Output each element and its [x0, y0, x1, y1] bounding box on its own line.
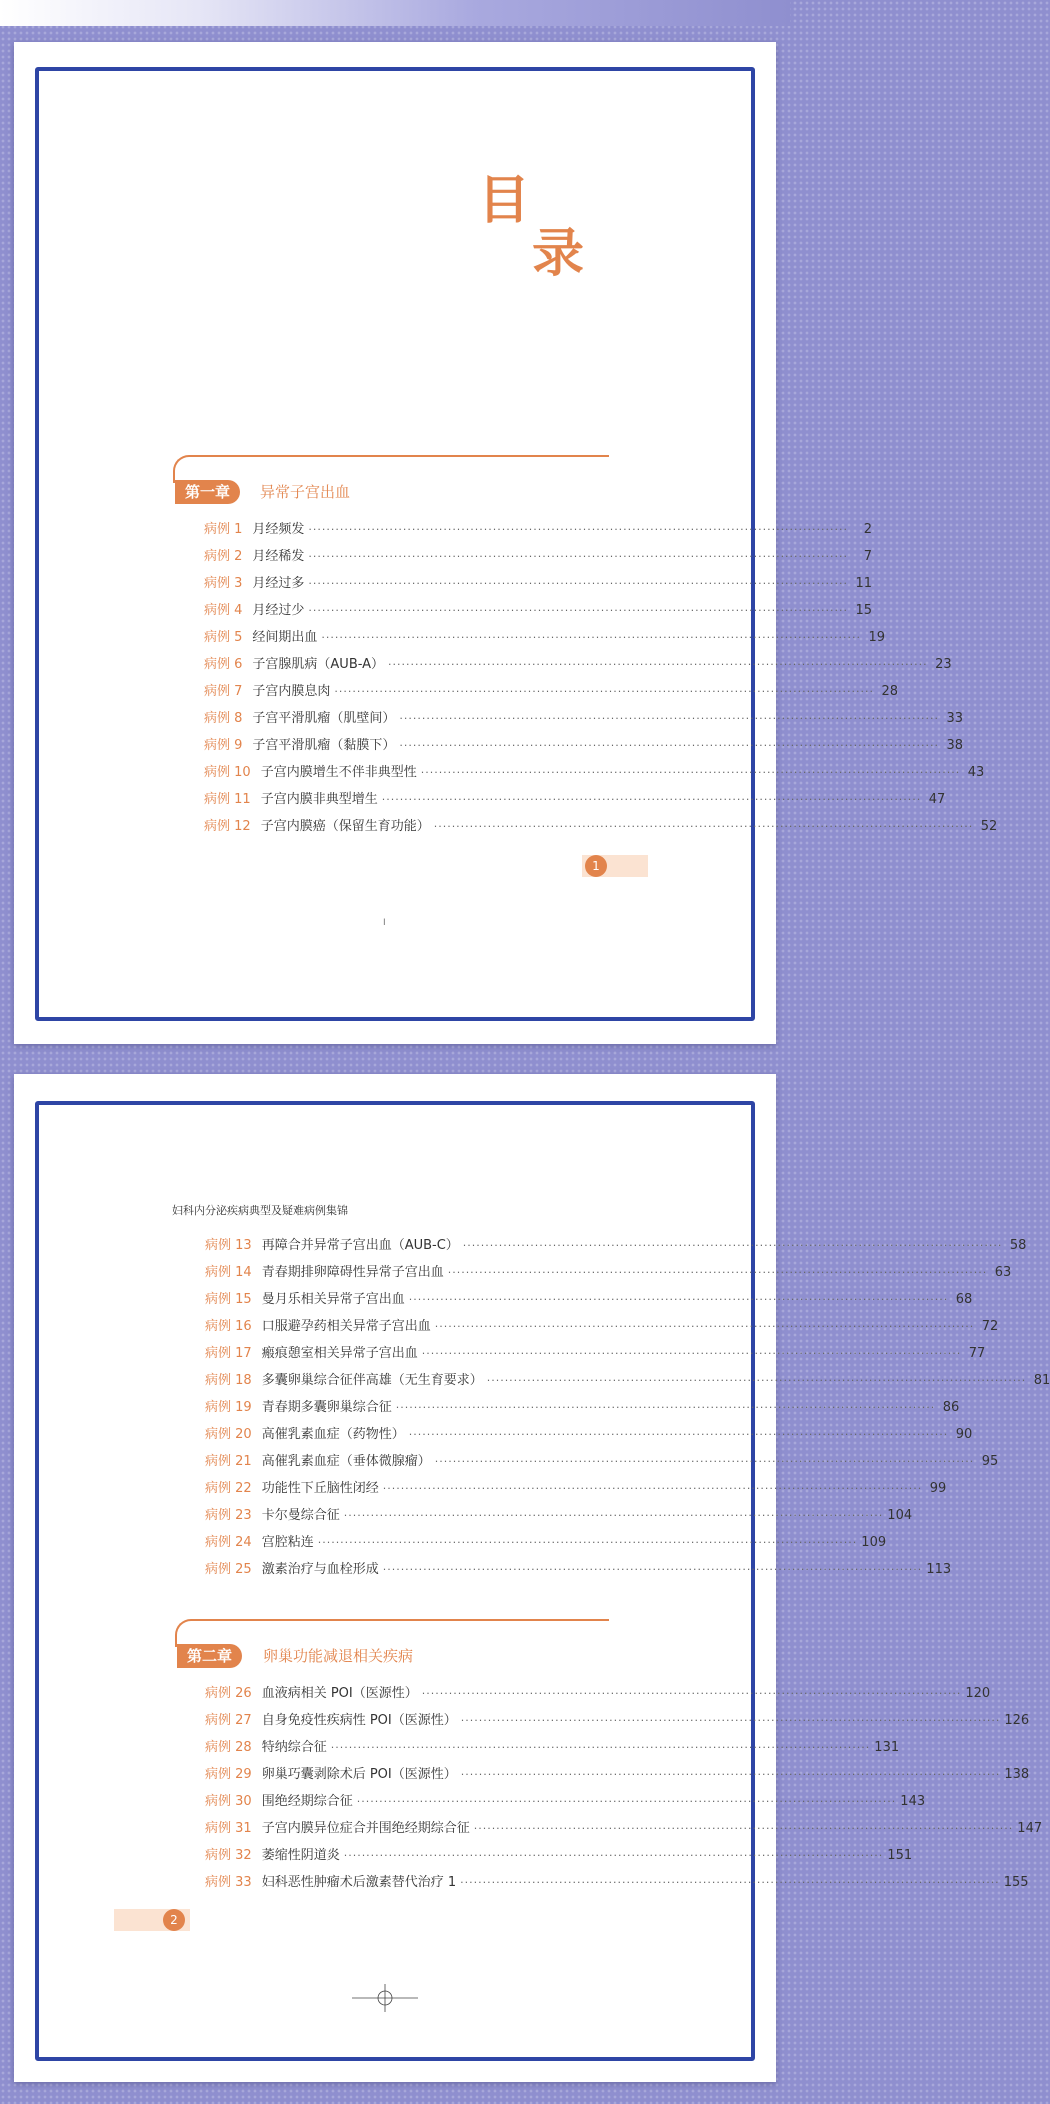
- toc-list: [204, 518, 998, 842]
- toc-page-number: 15: [855, 603, 873, 618]
- toc-page-number: 151: [887, 1848, 913, 1863]
- toc-leader-dots: ························································································································: [334, 685, 875, 698]
- page-number: 1: [585, 855, 607, 877]
- toc-leader-dots: ························································································································: [308, 604, 849, 617]
- toc-page-number: 28: [881, 684, 899, 699]
- toc-case-number: 病例 27: [205, 1713, 252, 1728]
- toc-entry[interactable]: [205, 1531, 887, 1558]
- toc-page-number: 19: [868, 630, 886, 645]
- toc-leader-dots: ························································································································: [473, 1822, 1014, 1835]
- toc-page-number: 52: [980, 819, 998, 834]
- toc-page-number: 11: [855, 576, 873, 591]
- toc-page-number: 104: [887, 1508, 913, 1523]
- toc-entry-title: 妇科恶性肿瘤术后激素替代治疗 1: [261, 1875, 457, 1890]
- toc-entry-title: 卡尔曼综合征: [261, 1508, 340, 1523]
- toc-case-number: 病例 21: [205, 1454, 252, 1469]
- toc-case-number: 病例 6: [204, 657, 243, 672]
- toc-page-number: 86: [942, 1400, 960, 1415]
- toc-entry[interactable]: [205, 1871, 1029, 1898]
- toc-entry-title: 青春期多囊卵巢综合征: [261, 1400, 392, 1415]
- toc-page-number: 99: [929, 1481, 947, 1496]
- toc-page-2: [14, 1074, 1050, 2082]
- toc-case-number: 病例 23: [205, 1508, 252, 1523]
- toc-leader-dots: ························································································································: [388, 658, 928, 671]
- toc-leader-dots: ························································································································: [308, 523, 849, 536]
- toc-entry[interactable]: [205, 1315, 999, 1342]
- toc-entry-title: 子宫平滑肌瘤（黏膜下）: [252, 738, 396, 753]
- toc-case-number: 病例 1: [204, 522, 243, 537]
- toc-entry-title: 月经过少: [252, 603, 305, 618]
- toc-entry-title: 子宫内膜息肉: [252, 684, 331, 699]
- toc-case-number: 病例 8: [204, 711, 243, 726]
- toc-entry-title: 月经过多: [252, 576, 305, 591]
- toc-entry-title: 多囊卵巢综合征伴高雄（无生育要求）: [261, 1373, 483, 1388]
- toc-page-1: [14, 42, 998, 1044]
- toc-case-number: 病例 19: [205, 1400, 252, 1415]
- toc-page-number: 143: [900, 1794, 926, 1809]
- toc-case-number: 病例 20: [205, 1427, 252, 1442]
- toc-leader-dots: ························································································································: [420, 766, 961, 779]
- toc-entry[interactable]: [204, 626, 886, 653]
- toc-case-number: 病例 31: [205, 1821, 252, 1836]
- toc-entry[interactable]: [205, 1763, 1030, 1790]
- toc-entry[interactable]: [205, 1369, 1050, 1396]
- toc-case-number: 病例 7: [204, 684, 243, 699]
- toc-entry-title: 高催乳素血症（药物性）: [261, 1427, 405, 1442]
- toc-entry[interactable]: [204, 707, 964, 734]
- toc-entry[interactable]: [204, 518, 873, 545]
- toc-list: [205, 1234, 1050, 1585]
- toc-leader-dots: ························································································································: [460, 1714, 1001, 1727]
- toc-entry[interactable]: [205, 1709, 1030, 1736]
- toc-case-number: 病例 3: [204, 576, 243, 591]
- toc-leader-dots: ························································································································: [433, 820, 974, 833]
- chapter-heading-rule: [175, 1619, 609, 1647]
- toc-entry[interactable]: [205, 1477, 947, 1504]
- toc-entry-title: 青春期排卵障碍性异常子宫出血: [261, 1265, 444, 1280]
- toc-entry[interactable]: [204, 545, 873, 572]
- toc-leader-dots: ························································································································: [343, 1509, 884, 1522]
- toc-leader-dots: ························································································································: [486, 1374, 1027, 1387]
- toc-case-number: 病例 5: [204, 630, 243, 645]
- toc-leader-dots: ························································································································: [447, 1266, 988, 1279]
- toc-leader-dots: ························································································································: [399, 739, 940, 752]
- toc-case-number: 病例 24: [205, 1535, 252, 1550]
- toc-list: [205, 1682, 1043, 1898]
- toc-page-number: 43: [967, 765, 985, 780]
- roman-page-number: I: [383, 918, 386, 928]
- toc-entry-title: 血液病相关 POI（医源性）: [261, 1686, 418, 1701]
- toc-leader-dots: ························································································································: [421, 1347, 962, 1360]
- toc-page-number: 147: [1017, 1821, 1043, 1836]
- chapter-title: 卵巢功能减退相关疾病: [263, 1647, 414, 1665]
- toc-page-number: 68: [955, 1292, 973, 1307]
- toc-entry[interactable]: [204, 599, 873, 626]
- toc-case-number: 病例 25: [205, 1562, 252, 1577]
- chapter-label: 第一章: [175, 480, 240, 504]
- chapter-heading-rule: [173, 455, 609, 483]
- toc-leader-dots: ························································································································: [356, 1795, 897, 1808]
- toc-case-number: 病例 30: [205, 1794, 252, 1809]
- toc-entry-title: 子宫内膜癌（保留生育功能）: [260, 819, 430, 834]
- toc-leader-dots: ························································································································: [308, 550, 849, 563]
- toc-leader-dots: ························································································································: [434, 1320, 975, 1333]
- toc-entry[interactable]: [205, 1844, 913, 1871]
- toc-entry-title: 子宫内膜异位症合并围绝经期综合征: [261, 1821, 470, 1836]
- toc-entry-title: 激素治疗与血栓形成: [261, 1562, 379, 1577]
- toc-leader-dots: ························································································································: [395, 1401, 936, 1414]
- toc-entry[interactable]: [204, 734, 964, 761]
- toc-case-number: 病例 10: [204, 765, 251, 780]
- toc-page-number: 126: [1004, 1713, 1030, 1728]
- toc-title-char-2: 录: [532, 224, 585, 284]
- toc-case-number: 病例 32: [205, 1848, 252, 1863]
- toc-page-number: 109: [861, 1535, 887, 1550]
- toc-leader-dots: ························································································································: [421, 1687, 962, 1700]
- toc-entry-title: 子宫内膜增生不伴非典型性: [260, 765, 417, 780]
- toc-page-number: 120: [965, 1686, 991, 1701]
- toc-entry-title: 月经频发: [252, 522, 305, 537]
- toc-leader-dots: ························································································································: [408, 1293, 949, 1306]
- toc-entry-title: 口服避孕药相关异常子宫出血: [261, 1319, 431, 1334]
- toc-page-number: 23: [935, 657, 952, 672]
- toc-entry-title: 卵巢巧囊剥除术后 POI（医源性）: [261, 1767, 457, 1782]
- toc-case-number: 病例 11: [204, 792, 251, 807]
- toc-case-number: 病例 12: [204, 819, 251, 834]
- toc-case-number: 病例 14: [205, 1265, 252, 1280]
- toc-page-number: 33: [946, 711, 964, 726]
- page-number: 2: [163, 1909, 185, 1931]
- toc-entry-title: 围绝经期综合征: [261, 1794, 353, 1809]
- running-head: 妇科内分泌疾病典型及疑难病例集锦: [172, 1204, 348, 1217]
- toc-page-number: 95: [981, 1454, 999, 1469]
- toc-leader-dots: ························································································································: [343, 1849, 884, 1862]
- toc-entry[interactable]: [204, 680, 899, 707]
- toc-entry[interactable]: [205, 1790, 926, 1817]
- toc-page-number: 63: [994, 1265, 1012, 1280]
- toc-leader-dots: ························································································································: [321, 631, 862, 644]
- toc-entry-title: 瘢痕憩室相关异常子宫出血: [261, 1346, 418, 1361]
- toc-entry-title: 经间期出血: [252, 630, 318, 645]
- toc-title-char-1: 目: [478, 171, 531, 231]
- toc-entry[interactable]: [205, 1342, 986, 1369]
- toc-entry-title: 功能性下丘脑性闭经: [261, 1481, 379, 1496]
- chapter-title: 异常子宫出血: [260, 483, 351, 501]
- toc-entry[interactable]: [205, 1423, 973, 1450]
- toc-case-number: 病例 15: [205, 1292, 252, 1307]
- toc-entry[interactable]: [205, 1504, 913, 1531]
- toc-page-number: 155: [1003, 1875, 1029, 1890]
- toc-entry[interactable]: [204, 761, 985, 788]
- toc-case-number: 病例 18: [205, 1373, 252, 1388]
- toc-leader-dots: ························································································································: [434, 1455, 975, 1468]
- toc-entry[interactable]: [205, 1288, 973, 1315]
- toc-entry-title: 子宫平滑肌瘤（肌壁间）: [252, 711, 396, 726]
- toc-case-number: 病例 16: [205, 1319, 252, 1334]
- toc-entry[interactable]: [205, 1450, 999, 1477]
- toc-case-number: 病例 26: [205, 1686, 252, 1701]
- crop-mark-icon: [352, 1982, 418, 2014]
- toc-entry-title: 月经稀发: [252, 549, 305, 564]
- toc-entry[interactable]: [205, 1558, 952, 1585]
- toc-leader-dots: ························································································································: [317, 1536, 858, 1549]
- toc-case-number: 病例 17: [205, 1346, 252, 1361]
- top-gradient-bar: [0, 0, 790, 26]
- toc-leader-dots: ························································································································: [382, 1482, 923, 1495]
- toc-leader-dots: ························································································································: [330, 1741, 871, 1754]
- toc-leader-dots: ························································································································: [460, 1768, 1001, 1781]
- toc-page-number: 77: [968, 1346, 986, 1361]
- toc-entry-title: 特纳综合征: [261, 1740, 327, 1755]
- toc-leader-dots: ························································································································: [382, 1563, 923, 1576]
- toc-case-number: 病例 28: [205, 1740, 252, 1755]
- toc-page-number: 38: [946, 738, 964, 753]
- toc-case-number: 病例 4: [204, 603, 243, 618]
- toc-page-number: 131: [874, 1740, 900, 1755]
- toc-entry[interactable]: [205, 1396, 960, 1423]
- toc-entry[interactable]: [205, 1234, 1027, 1261]
- toc-page-number: 2: [863, 522, 873, 537]
- toc-leader-dots: ························································································································: [462, 1239, 1003, 1252]
- toc-case-number: 病例 13: [205, 1238, 252, 1253]
- toc-entry[interactable]: [205, 1817, 1043, 1844]
- toc-page-number: 72: [981, 1319, 999, 1334]
- toc-entry-title: 高催乳素血症（垂体微腺瘤）: [261, 1454, 431, 1469]
- toc-page-number: 47: [928, 792, 946, 807]
- toc-leader-dots: ························································································································: [399, 712, 940, 725]
- toc-case-number: 病例 9: [204, 738, 243, 753]
- toc-entry-title: 萎缩性阴道炎: [261, 1848, 340, 1863]
- toc-page-number: 113: [926, 1562, 952, 1577]
- toc-page-number: 58: [1009, 1238, 1027, 1253]
- toc-entry-title: 宫腔粘连: [261, 1535, 314, 1550]
- chapter-label: 第二章: [177, 1644, 242, 1668]
- toc-leader-dots: ························································································································: [381, 793, 922, 806]
- toc-entry-title: 子宫内膜非典型增生: [260, 792, 378, 807]
- toc-entry-title: 子宫腺肌病（AUB-A）: [252, 657, 385, 672]
- toc-entry[interactable]: [205, 1261, 1012, 1288]
- toc-case-number: 病例 2: [204, 549, 243, 564]
- toc-case-number: 病例 29: [205, 1767, 252, 1782]
- toc-entry[interactable]: [204, 572, 873, 599]
- toc-leader-dots: ························································································································: [460, 1876, 1000, 1889]
- toc-case-number: 病例 22: [205, 1481, 252, 1496]
- toc-entry[interactable]: [205, 1682, 991, 1709]
- toc-entry[interactable]: [205, 1736, 900, 1763]
- toc-entry[interactable]: [204, 815, 998, 842]
- toc-leader-dots: ························································································································: [308, 577, 849, 590]
- toc-entry-title: 自身免疫性疾病性 POI（医源性）: [261, 1713, 457, 1728]
- toc-entry-title: 再障合并异常子宫出血（AUB-C）: [261, 1238, 459, 1253]
- toc-page-number: 90: [955, 1427, 973, 1442]
- toc-entry[interactable]: [204, 788, 946, 815]
- toc-leader-dots: ························································································································: [408, 1428, 949, 1441]
- toc-page-number: 7: [863, 549, 873, 564]
- toc-page-number: 138: [1004, 1767, 1030, 1782]
- toc-case-number: 病例 33: [205, 1875, 252, 1890]
- toc-page-number: 81: [1033, 1373, 1050, 1388]
- toc-entry[interactable]: [204, 653, 952, 680]
- toc-entry-title: 曼月乐相关异常子宫出血: [261, 1292, 405, 1307]
